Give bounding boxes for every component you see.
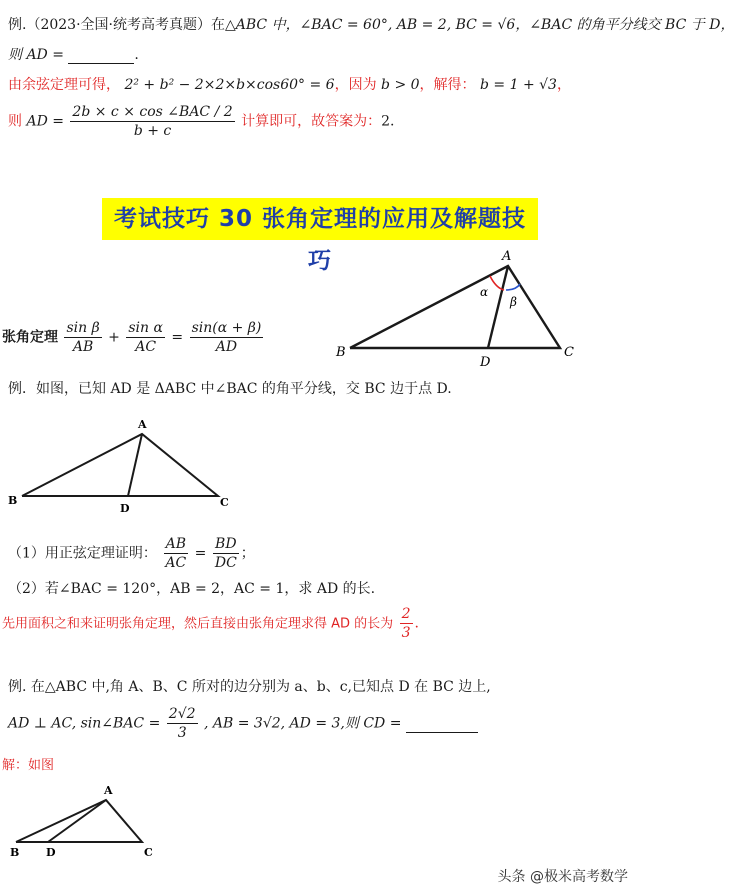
section-banner: 考试技巧 30 张角定理的应用及解题技巧 (102, 198, 538, 240)
label-alpha: α (480, 285, 489, 299)
label-B: B (336, 345, 346, 360)
label-D: D (120, 502, 130, 515)
theorem-triangle-figure (330, 248, 580, 370)
beta-arc (506, 284, 520, 290)
triangle-edges (350, 266, 560, 348)
label-D: D (46, 846, 56, 859)
answer-blank-cd (406, 716, 478, 733)
problem2-q2: （2）若∠BAC = 120°，AB = 2，AC = 1，求 AD 的长. (8, 581, 376, 597)
problem1-ask: 则 AD = . (8, 47, 139, 63)
label-B: B (8, 494, 18, 507)
problem1-solution-line2: 则 AD = $\frac{\text{2b × c × cos ∠BAC / 2}}{b + c}$ 计算即可，故答案为：2. (8, 104, 395, 139)
problem3-triangle-figure (2, 782, 172, 862)
label-A: A (104, 784, 113, 797)
label-C: C (144, 846, 153, 859)
problem3-line2: AD ⊥ AC, sin∠BAC = $\frac{2√2}{3}$ , AB = 3√2, AD = 3,则 CD = (8, 706, 478, 741)
problem2-q1: （1）用正弦定理证明： $\frac{AB}{AC}$ = $\frac{BD}{DC}$ ； (8, 536, 255, 571)
label-C: C (564, 345, 574, 360)
label-B: B (10, 846, 20, 859)
problem2-stem: 例．如图，已知 AD 是 ΔABC 中∠BAC 的角平分线，交 BC 边于点 D. (8, 381, 452, 397)
problem2-triangle-figure (4, 416, 244, 516)
problem3-solution: 解：如图 (2, 758, 55, 773)
ad-fraction: $\frac{\text{2b × c × cos ∠BAC / 2}}{b + c}$ (72, 104, 233, 139)
label-A: A (502, 249, 512, 264)
label-C: C (220, 496, 229, 509)
label-A: A (138, 418, 147, 431)
problem1-stem: 例.（2023·全国·统考高考真题）在△ABC 中，∠BAC = 60°, AB = 2, BC = √6，∠BAC 的角平分线交 BC 于 D， (8, 17, 734, 33)
answer-blank (68, 47, 134, 64)
watermark: 头条 @极米高考数学 (497, 869, 628, 885)
theorem-label: 张角定理 (2, 329, 58, 346)
theorem-formula: 张角定理 $\frac{\text{sin β}}{AB}$ + $\frac{\text{sin α}}{AC}$ = $\frac{\sin(\alpha + \beta)}{AD}$ (2, 320, 262, 355)
problem1-solution-line1: 由余弦定理可得， 2² + b² − 2×2×b×cos60° = 6，因为 b > 0，解得： b = 1 + √3， (8, 77, 571, 93)
problem2-solution: 先用面积之和来证明张角定理，然后直接由张角定理求得 AD 的长为 $\frac{2}{3}$ . (2, 606, 419, 641)
label-D: D (480, 355, 491, 370)
label-beta: β (510, 295, 517, 309)
problem3-line1: 例. 在△ABC 中,角 A、B、C 所对的边分别为 a、b、c,已知点 D 在 BC 边上, (8, 679, 491, 695)
